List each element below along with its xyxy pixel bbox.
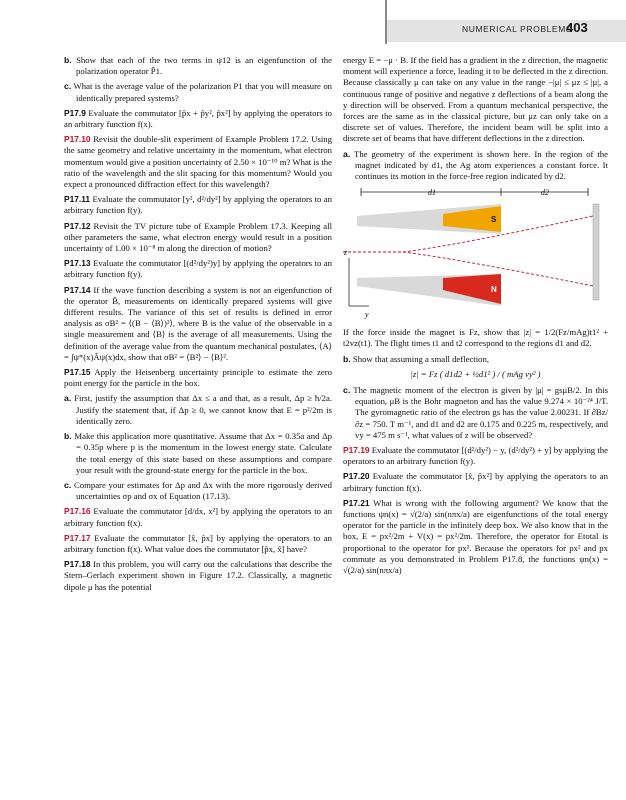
- problem-part: c. What is the average value of the polarization P1 that you will measure on identically prepared systems?: [64, 81, 333, 103]
- problem-p17-10: P17.10 Revisit the double-slit experiment of Example Problem 17.2. Using the same geometry and relative uncertainty in the momentum, what electron momentum would give a position uncertainty of 2.50 × 10⁻¹⁰ m? What is the ratio of the wavelength and the slit spacing for this momentum? Would you expect a pronounced diffraction effect for this wavelength?: [64, 134, 332, 190]
- stern-gerlach-figure: [343, 186, 608, 321]
- problem-part: c. The magnetic moment of the electron is given by |μ| = gsμB/2. In this equation, μB is the Bohr magneton and has the value 9.274 × 10⁻²⁴ J/T. The gyromagnetic ratio of the electron gs has the value 2.00231. If ∂Bz/∂z = 750. T m⁻¹, and d1 and d2 are 0.175 and 0.225 m, respectively, and vy = 475 m s⁻¹, what values of z will be observed?: [343, 385, 609, 440]
- left-column: [64, 55, 332, 597]
- right-column: [343, 55, 608, 580]
- problem-p17-17: P17.17 Evaluate the commutator [x̂, p̂x] by applying the operators to an arbitrary function f(x). What value does the commutator [p̂x, x̂] have?: [64, 532, 332, 554]
- problem-part: b. Make this application more quantitative. Assume that Δx = 0.35a and Δp = 0.35p where p is the momentum in the lowest energy state. Calculate the total energy of this state based on these assumptions and compare your result with the ground-state energy for the particle in the box.: [64, 431, 332, 475]
- problem-p17-20: P17.20 Evaluate the commutator [x̂, p̂x²] by applying the operators to an arbitrary function f(x).: [343, 471, 608, 493]
- figure-followup-text: If the force inside the magnet is Fz, show that |z| = 1/2(Fz/mAg)t1² + t2vz(t1). The flight times t1 and t2 correspond to the regions d1 and d2.: [343, 327, 608, 349]
- page-number: 403: [566, 20, 588, 35]
- problem-part: b. Show that assuming a small deflection,: [343, 353, 489, 364]
- problem-p17-12: P17.12 Revisit the TV picture tube of Example Problem 17.3. Keeping all other parameters the same, what electron energy would result in a position uncertainty of 1.00 × 10⁻⁸ m along the direction of motion?: [64, 220, 332, 254]
- continued-text: energy E = −μ · B. If the field has a gradient in the z direction, the magnetic moment will experience a force, leading it to be deflected in the z direction. Because classically μ can take on any value in the range −|μ| ≤ μz ≤ |μ|, a continuous range of positive and negative z deflections of a beam along the y direction will be observed. From a quantum mechanical perspective, the forces are the same as in the classical picture, but μz can only take on a discrete set of values. Therefore, the incident beam will be split into a discrete set of beams that have different deflections in the z direction.: [343, 55, 608, 144]
- y-axis-label: y: [365, 310, 369, 320]
- problem-p17-18: P17.18 In this problem, you will carry out the calculations that describe the Stern–Gerlach experiment shown in Figure 17.2. Classically, a magnetic dipole μ has the potential: [64, 559, 332, 592]
- equation-deflection: |z| = Fz ( d1d2 + ½d1² ) / ( mAg vy² ): [410, 368, 541, 379]
- z-axis-label: z: [344, 248, 348, 258]
- detector-screen: [593, 204, 599, 300]
- problem-p17-15: P17.15 Apply the Heisenberg uncertainty principle to estimate the zero point energy for the particle in the box.: [64, 367, 332, 389]
- d2-label: d2: [541, 188, 549, 198]
- problem-p17-9: P17.9 Evaluate the commutator [p̂x + p̂y², p̂x²] by applying the operators to an arbitrary function f(x).: [64, 107, 333, 130]
- header-rule: [385, 0, 387, 44]
- running-title: NUMERICAL PROBLEMS: [462, 24, 573, 34]
- problem-part: b. Show that each of the two terms in ψ12 is an eigenfunction of the polarization operator P̂1.: [64, 55, 333, 77]
- pole-n-label: N: [491, 285, 497, 295]
- figure-svg: [343, 186, 608, 321]
- problem-part: a. First, justify the assumption that Δx ≤ a and that, as a result, Δp ≥ ħ/2a. Justify the statement that, if Δp ≥ 0, we cannot know that E = p²/2m is identically zero.: [64, 393, 333, 426]
- problem-part: c. Compare your estimates for Δp and Δx with the more rigorously derived uncertainties σp and σx of Equation (17.13).: [64, 479, 332, 502]
- problem-p17-14: P17.14 If the wave function describing a system is not an eigenfunction of the operator B̂, measurements on identically prepared systems will give different results. The variance of this set of results is defined in error analysis as σB² = ⟨(B − ⟨B⟩)²⟩, where B is the value of the observable in a single measurement and ⟨B⟩ is the average of all measurements. Using the definition of the average value from the quantum mechanical postulates, ⟨A⟩ = ∫ψ*(x)Âψ(x)dx, show that σB² = ⟨B²⟩ − ⟨B⟩².: [64, 284, 333, 362]
- problem-p17-11: P17.11 Evaluate the commutator [y², d²/dy²] by applying the operators to an arbitrary function f(y).: [64, 194, 333, 216]
- pole-s-label: S: [491, 215, 497, 225]
- page-header: [0, 0, 626, 44]
- problem-part: a. The geometry of the experiment is shown here. In the region of the magnet indicated by d1, the Ag atom experiences a constant force. It continues its motion in the force-free region indicated by d2.: [343, 148, 608, 182]
- problem-p17-19: P17.19 Evaluate the commutator [(d²/dy²) − y, (d²/dy²) + y] by applying the operators to an arbitrary function f(y).: [343, 445, 608, 467]
- problem-p17-16: P17.16 Evaluate the commutator [d/dx, x²] by applying the operators to an arbitrary function f(x).: [64, 506, 333, 528]
- problem-p17-13: P17.13 Evaluate the commutator [(d²/dy²)y] by applying the operators to an arbitrary function f(y).: [64, 258, 332, 280]
- problem-p17-21: P17.21 What is wrong with the following argument? We know that the functions ψn(x) = √(2/a) sin(nπx/a) are eigenfunctions of the total energy operator for the particle in the infinitely deep box. We also know that in the box, E = px²/2m + V(x) = px²/2m. Therefore, the operator for Etotal is proportional to the operator for px². Because the operators for px² and px commute as you demonstrated in Problem P17.8, the functions ψn(x) = √(2/a) sin(nπx/a): [343, 497, 608, 576]
- d1-label: d1: [428, 188, 436, 198]
